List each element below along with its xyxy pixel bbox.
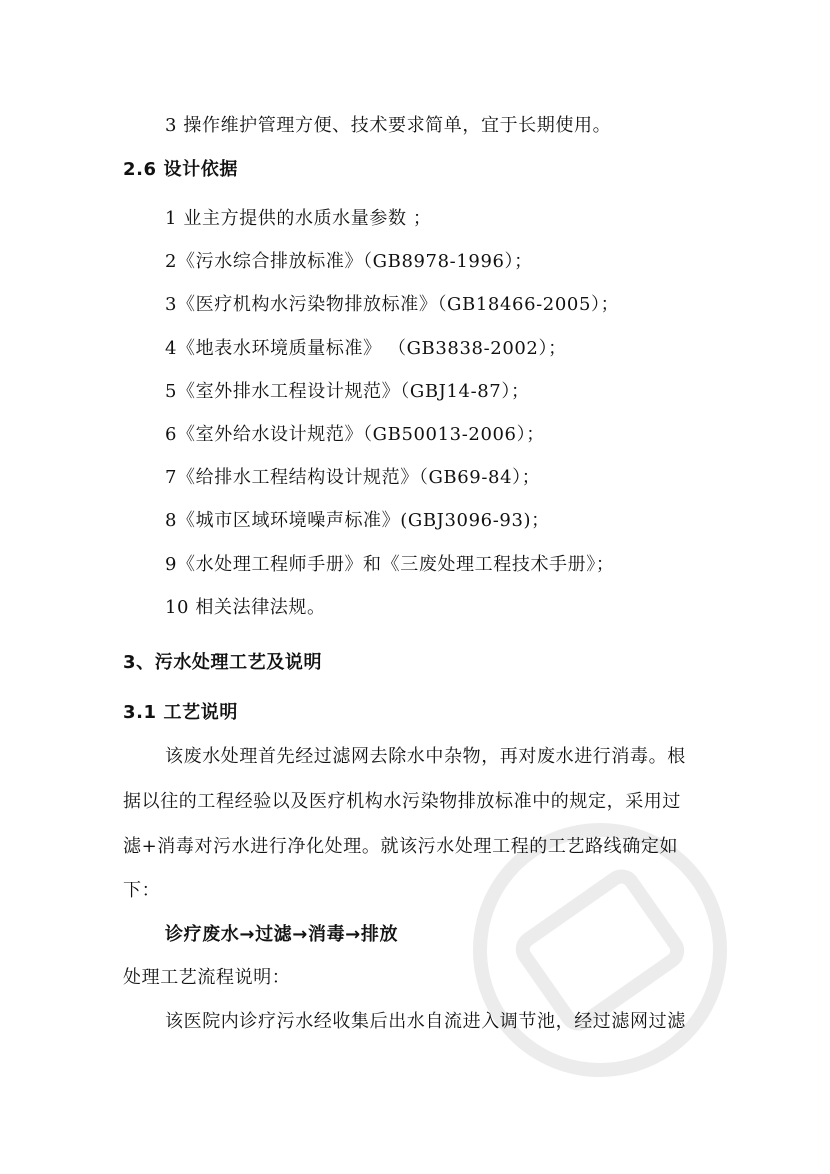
- basis-item: 4《地表水环境质量标准》 （GB3838-2002）；: [165, 338, 567, 359]
- paragraph-line: 该废水处理首先经过滤网去除水中杂物，再对废水进行消毒。根: [165, 746, 686, 767]
- basis-item: 3《医疗机构水污染物排放标准》（GB18466-2005）；: [165, 294, 620, 315]
- section-2-6-heading: 2.6 设计依据: [123, 159, 238, 180]
- paragraph-line: 据以往的工程经验以及医疗机构水污染物排放标准中的规定，采用过: [123, 791, 681, 812]
- basis-item: 7《给排水工程结构设计规范》（GB69-84）；: [165, 467, 541, 488]
- section-3-1-heading: 3.1 工艺说明: [123, 702, 238, 723]
- basis-item: 1 业主方提供的水质水量参数 ；: [165, 208, 432, 229]
- basis-item: 9《水处理工程师手册》和《三废处理工程技术手册》；: [165, 554, 615, 575]
- process-route: 诊疗废水→过滤→消毒→排放: [165, 924, 399, 945]
- basis-item: 10 相关法律法规。: [165, 597, 326, 618]
- basis-item: 5《室外排水工程设计规范》（GBJ14-87）；: [165, 381, 530, 402]
- paragraph-line: 滤+消毒对污水进行净化处理。就该污水处理工程的工艺路线确定如: [123, 836, 679, 857]
- flow-title: 处理工艺流程说明：: [123, 967, 291, 988]
- paragraph-line: 该医院内诊疗污水经收集后出水自流进入调节池，经过滤网过滤: [165, 1011, 686, 1032]
- section-3-heading: 3、污水处理工艺及说明: [123, 652, 323, 673]
- basis-item: 2《污水综合排放标准》（GB8978-1996）；: [165, 251, 533, 272]
- paragraph-line: 下：: [123, 880, 161, 901]
- basis-item: 8《城市区域环境噪声标准》(GBJ3096-93)；: [165, 510, 550, 531]
- basis-item: 6《室外给水设计规范》（GB50013-2006）；: [165, 424, 545, 445]
- item-3-ops: 3 操作维护管理方便、技术要求简单，宜于长期使用。: [165, 115, 612, 136]
